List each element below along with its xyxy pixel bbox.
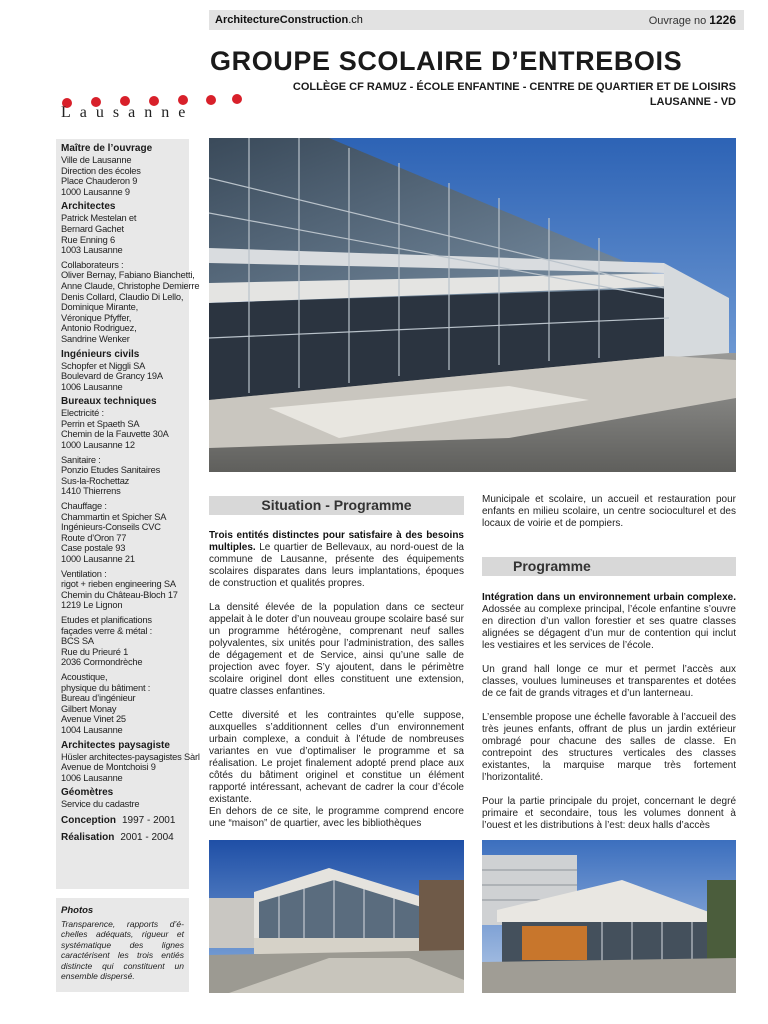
paragraph: Cette diversité et les contraintes qu’elle suppose, auxquelles s’additionnent celles d’un environnement urbain complexe, a conduit à l’étude de nombreuses variantes en vue d’optimaliser le programme et sa réalisation. Le projet finalement adopté prend place aux côtés du bâtiment originel et constitue un élément rapporté intéressant, achevant de cadrer la cour d’école existante. [209,710,464,805]
main-building-photo [209,138,736,472]
lausanne-logo: Lausanne [61,104,195,121]
credits-sidebar [56,139,200,889]
credit-line: Ville de Lausanne [61,155,132,165]
credit-block [61,396,184,735]
credit-line: 1000 Lausanne 21 [61,554,135,564]
credit-line: Rue du Prieuré 1 [61,646,129,657]
photos-caption-box [56,898,189,992]
credit-line: Boulevard de Grancy 19A [61,371,163,382]
paragraph: Un grand hall longe ce mur et permet l’accès aux classes, voulues lumineuses et transparentes et dotées de ce fait de grands vitrages et d’un lanterneau. [482,664,736,699]
credit-line: Collaborateurs : [61,259,124,270]
credit-line: Ventilation : [61,568,107,579]
header-band [209,10,744,30]
section-heading-situation: Situation - Programme [209,496,464,515]
credit-line: 1003 Lausanne [61,245,123,256]
credit-line: Sanitaire : [61,454,101,465]
credit-line: Avenue de Montchoisi 9 [61,762,156,773]
credit-line: 1006 Lausanne [61,772,123,783]
section-heading-programme: Programme [482,557,736,576]
credit-line: Etudes et planifications [61,614,152,625]
credit-line: Chauffage : [61,501,107,512]
credit-line: Route d’Oron 77 [61,532,127,543]
credit-line: Véronique Pfyffer, [61,312,132,323]
credit-line: Ponzio Etudes Sanitaires [61,465,161,476]
paragraph: Pour la partie principale du projet, concernant le degré primaire et secondaire, tous les volumes donnent à l’ouest et les distributions à l’est: deux halls d’accès [482,796,736,831]
credit-line: Case postale 93 [61,543,126,554]
credit-heading: Maître de l’ouvrage [61,143,153,154]
column-right [482,592,736,832]
credit-line: 1410 Thierrens [61,486,121,497]
paragraph: L’ensemble propose une échelle favorable à l’accueil des très jeunes enfants, offrant de plus un jardin extérieur ombragé pour chacune des salles de classe. En contrepoint des structures verticales des classes existantes, la marquise marque très fortement l’horizontalité. [482,712,736,783]
credit-line: Schopfer et Niggli SA [61,360,146,371]
paragraph: Trois entités distinctes pour satisfaire à des besoins multiples. Le quartier de Bellevaux, au nord-ouest de la commune de Lausanne, présente des équipements scolaires disparates dans leurs implantations, époques de construction et qualités propres. [209,530,464,589]
credit-line: Ingénieurs-Conseils CVC [61,522,161,533]
credit-line: Sandrine Wenker [61,333,130,344]
credit-line: BCS SA [61,636,94,647]
ouvrage-number: Ouvrage no 1226 [648,13,736,27]
credit-line: Perrin et Spaeth SA [61,418,140,429]
page-title: GROUPE SCOLAIRE D’ENTREBOIS [210,46,683,76]
credit-line: Service du cadastre [61,799,140,810]
credit-line: Acoustique, [61,671,108,682]
column-right-top [482,494,736,542]
credit-line: 1000 Lausanne 12 [61,440,135,451]
credit-line: Bureau d’ingénieur [61,693,136,704]
credit-line: Denis Collard, Claudio Di Lello, [61,291,184,302]
credit-line: Chemin du Château-Bloch 17 [61,589,178,600]
credit-line: Rue Enning 6 [61,234,115,245]
credit-line: Gilbert Monay [61,703,117,714]
kindergarten-photo [482,840,736,993]
credit-block [61,349,184,393]
region-label: LAUSANNE - VD [649,96,736,108]
credit-line: Anne Claude, Christophe Demierre [61,280,200,291]
credit-block [61,201,200,344]
credit-block [61,739,200,784]
credit-line: Antonio Rodriguez, [61,323,137,334]
credit-line: Sus-la-Rochettaz [61,475,130,486]
credit-heading: Ingénieurs civils [61,348,140,360]
paragraph: En dehors de ce site, le programme comprend encore une “maison” de quartier, avec les bibliothèques [209,806,464,829]
realisation-row: Réalisation 2001 - 2004 [61,831,174,843]
school-exterior-photo [209,840,464,993]
credit-line: rigot + rieben engineering SA [61,579,176,590]
photos-heading: Photos [61,905,94,916]
site-link[interactable]: ArchitectureConstruction.ch [215,14,363,26]
paragraph: La densité élevée de la population dans ce secteur appelait à le doter d’un nouveau groupe scolaire basé sur un programme hétérogène, comprenant neuf salles polyvalentes, six unités pour l’administration, des salles de dégagement et de Service, ainsi qu’une salle de projection avec foyer. S’y ajoutent, dans le périmètre scolaire originel dont elles constituent une extension, quatre classes enfantines. [209,602,464,697]
credit-heading: Géomètres [61,787,114,799]
credit-block [61,787,184,810]
conception-row: Conception 1997 - 2001 [61,814,176,826]
credit-line: façades verre & métal : [61,625,152,636]
credit-line: Electricité : [61,408,104,419]
credit-heading: Bureaux techniques [61,396,157,408]
credit-line: 1219 Le Lignon [61,600,123,611]
credit-line: 2036 Cormondrèche [61,657,143,668]
credit-line: Hüsler architectes-paysagistes Sàrl [61,751,200,762]
column-left [209,530,464,830]
credit-line: Chammartin et Spicher SA [61,511,167,522]
credit-heading: Architectes [61,201,116,213]
credit-line: Chemin de la Fauvette 30A [61,429,169,440]
credit-line: 1004 Lausanne [61,724,123,735]
credit-line: Dominique Mirante, [61,302,139,313]
credit-line: Oliver Bernay, Fabiano Bianchetti, [61,270,195,281]
credit-line: Bernard Gachet [61,223,124,234]
paragraph: Intégration dans un environnement urbain complexe. Adossée au complexe principal, l’école enfantine s’ouvre en direction d’un vallon forestier et ses quatre classes alignées se dégagent d’un mur de contention qui inclut les vestiaires et les services de l’école. [482,592,736,651]
credit-line: Patrick Mestelan et [61,213,137,224]
credit-line: 1000 Lausanne 9 [61,186,130,197]
photos-caption: Transparence, rapports d’échelles adéquats, rigueur et systématique des lignes caractérisent les trois entiés distincte qui constituent un ensemble dispersé. [61,919,184,982]
credit-heading: Architectes paysagiste [61,739,170,751]
credit-line: 1006 Lausanne [61,381,123,392]
credit-line: Avenue Vinet 25 [61,714,126,725]
credit-block [61,143,184,197]
page-subtitle: COLLÈGE CF RAMUZ - ÉCOLE ENFANTINE - CENTRE DE QUARTIER ET DE LOISIRS [292,81,736,93]
paragraph: Municipale et scolaire, un accueil et restauration pour enfants en milieu scolaire, un centre socioculturel et des locaux de voirie et de pompiers. [482,494,736,529]
credit-line: Place Chauderon 9 [61,176,138,187]
credit-line: Direction des écoles [61,165,141,176]
credit-line: physique du bâtiment : [61,682,151,693]
